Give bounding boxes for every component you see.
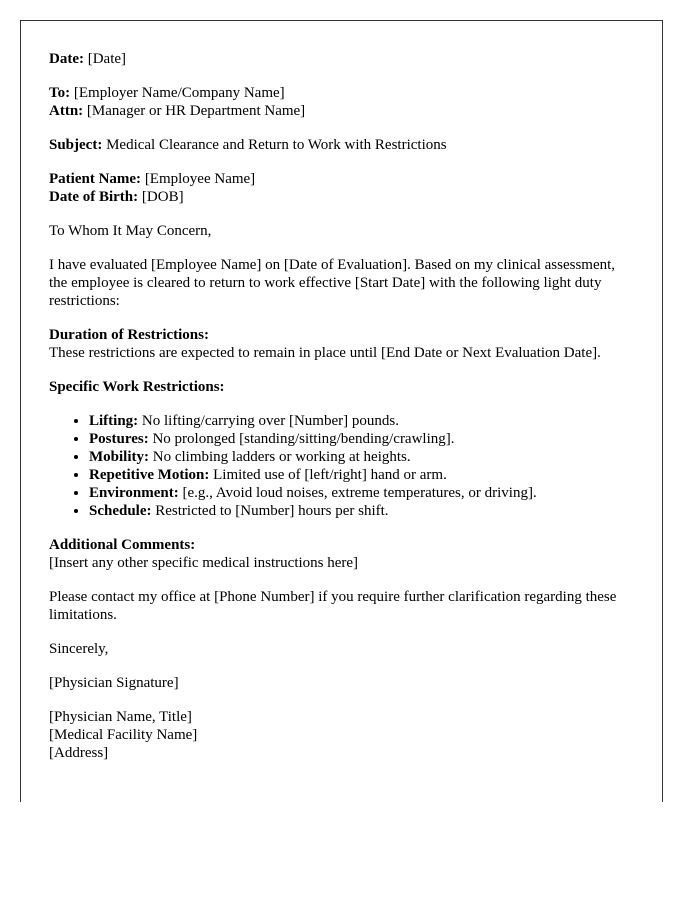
letter-page [20,20,663,802]
restrictions-heading [49,378,629,396]
restriction-text: No climbing ladders or working at heights. [152,449,411,465]
to-label: To: [49,85,71,101]
restriction-label: Mobility: [89,449,149,465]
closing: Sincerely, [49,641,109,657]
patient-block [49,170,629,206]
physician-name: [Physician Name, Title] [49,709,192,725]
restriction-item [89,466,662,484]
restriction-label: Lifting: [89,413,139,429]
comments-heading: Additional Comments: [49,537,196,553]
restriction-label: Schedule: [89,503,152,519]
comments-text: [Insert any other specific medical instructions here] [49,555,359,571]
restriction-item [89,412,662,430]
intro-paragraph: I have evaluated [Employee Name] on [Date of Evaluation]. Based on my clinical assessment, the employee is cleared to return to work effective [Start Date] with the following light duty restrictions: [49,257,616,309]
subject-value: Medical Clearance and Return to Work with Restrictions [106,137,447,153]
restriction-label: Postures: [89,431,149,447]
signature: [Physician Signature] [49,675,179,691]
address: [Address] [49,745,109,761]
dob-value: [DOB] [141,189,184,205]
physician-block [49,708,629,762]
restriction-item [89,502,662,520]
duration-heading: Duration of Restrictions: [49,327,209,343]
restriction-text: Restricted to [Number] hours per shift. [155,503,389,519]
recipient-block [49,84,629,120]
salutation: To Whom It May Concern, [49,223,212,239]
restriction-label: Repetitive Motion: [89,467,210,483]
restrictions-heading-text: Specific Work Restrictions: [49,379,225,395]
restriction-item [89,448,662,466]
attn-label: Attn: [49,103,84,119]
restriction-text: No lifting/carrying over [Number] pounds. [141,413,399,429]
restriction-item [89,430,662,448]
to-value: [Employer Name/Company Name] [73,85,285,101]
facility-name: [Medical Facility Name] [49,727,198,743]
dob-label: Date of Birth: [49,189,139,205]
restriction-text: No prolonged [standing/sitting/bending/crawling]. [152,431,455,447]
duration-section [49,326,629,362]
restriction-label: Environment: [89,485,179,501]
subject-label: Subject: [49,137,103,153]
restriction-text: [e.g., Avoid loud noises, extreme temperatures, or driving]. [182,485,537,501]
date-label: Date: [49,51,84,67]
subject-line [49,136,629,154]
attn-value: [Manager or HR Department Name] [86,103,306,119]
patient-name-value: [Employee Name] [144,171,256,187]
comments-section [49,536,629,572]
date-line [49,50,629,68]
date-value: [Date] [87,51,127,67]
patient-name-label: Patient Name: [49,171,142,187]
restrictions-list [49,412,662,520]
contact-paragraph: Please contact my office at [Phone Number] if you require further clarification regarding these limitations. [49,589,617,623]
restriction-text: Limited use of [left/right] hand or arm. [213,467,447,483]
duration-text: These restrictions are expected to remain in place until [End Date or Next Evaluation Date]. [49,345,601,361]
restriction-item [89,484,662,502]
